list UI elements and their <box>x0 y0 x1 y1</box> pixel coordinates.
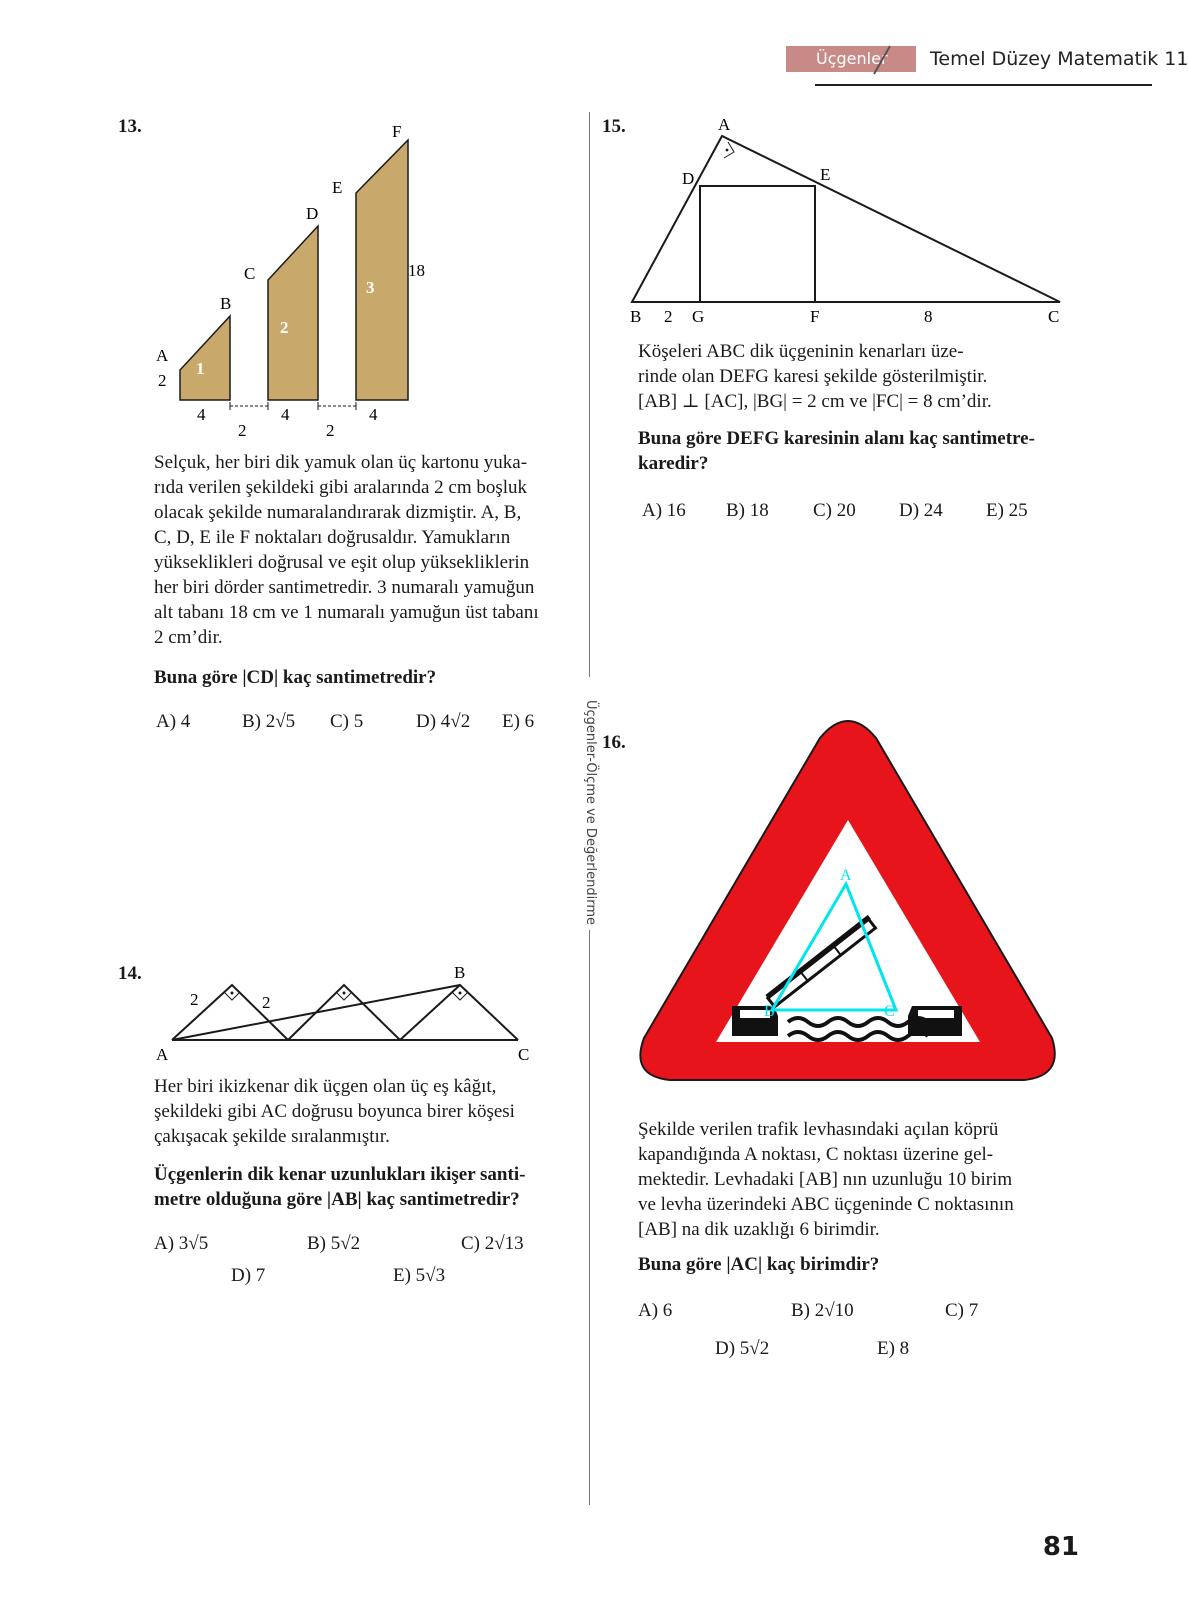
question-13-number: 13. <box>118 116 142 137</box>
q14-option-a[interactable]: A) 3√5 <box>154 1233 209 1254</box>
point-A: A <box>156 346 169 365</box>
q13-paragraph: Selçuk, her biri dik yamuk olan üç kartonu yuka- rıda verilen şekildeki gibi aralarında 2 cm boşluk olacak şekilde numaralandırarak dizmiştir. A, B, C, D, E ile F noktaları doğrusaldır. Yamukların yükseklikleri doğrusal ve eşit olup yüksekliklerin her biri dörder santimetredir. 3 numaralı yamuğun alt tabanı 18 cm ve 1 numaralı yamuğun üst tabanı 2 cm’dir. <box>154 452 539 648</box>
right-height: 18 <box>408 261 425 280</box>
q14-option-b[interactable]: B) 5√2 <box>307 1233 361 1254</box>
page-number: 81 <box>1042 1532 1079 1562</box>
base-3: 4 <box>369 405 378 424</box>
point-F: F <box>810 307 820 326</box>
q16-traffic-sign <box>634 718 1064 1098</box>
gap-2: 2 <box>326 421 335 440</box>
fc-label: 8 <box>924 307 933 326</box>
point-B: B <box>454 963 466 982</box>
point-E: E <box>332 178 343 197</box>
q14-option-d[interactable]: D) 7 <box>231 1265 266 1286</box>
point-A: A <box>840 867 852 884</box>
base-1: 4 <box>197 405 206 424</box>
q16-paragraph: Şekilde verilen trafik levhasındaki açılan köprü kapandığında A noktası, C noktası üzerine gel- mektedir. Levhadaki [AB] nın uzunluğu 10 birim ve levha üzerindeki ABC üçgeninde C noktasının [AB] na dik uzaklığı 6 birimdir. <box>638 1119 1014 1240</box>
question-16-number: 16. <box>602 732 626 753</box>
q13-option-b[interactable]: B) 2√5 <box>242 711 296 732</box>
q15-option-e[interactable]: E) 25 <box>986 500 1028 521</box>
point-G: G <box>692 307 705 326</box>
trapezoid-3-label: 3 <box>366 278 375 297</box>
side-label: Üçgenler-Ölçme ve Değerlendirme <box>583 700 598 926</box>
bg-label: 2 <box>664 307 673 326</box>
point-A: A <box>718 115 731 134</box>
q14-option-e[interactable]: E) 5√3 <box>393 1265 446 1286</box>
q16-option-d[interactable]: D) 5√2 <box>715 1338 770 1359</box>
point-B: B <box>630 307 642 326</box>
q14-question: Üçgenlerin dik kenar uzunlukları ikişer santi- metre olduğuna göre |AB| kaç santimetredir? <box>154 1164 526 1210</box>
q14-figure <box>150 960 550 1064</box>
q14-option-c[interactable]: C) 2√13 <box>461 1233 524 1254</box>
trapezoid-3 <box>356 140 408 400</box>
q16-option-c[interactable]: C) 7 <box>945 1300 979 1321</box>
point-A: A <box>156 1045 169 1064</box>
q15-figure <box>630 112 1070 328</box>
q15-paragraph: Köşeleri ABC dik üçgeninin kenarları üze- rinde olan DEFG karesi şekilde gösterilmiştir. [AB] ⊥ [AC], |BG| = 2 cm ve |FC| = 8 cm’dir. <box>638 341 992 412</box>
q15-option-b[interactable]: B) 18 <box>726 500 769 521</box>
q13-option-a[interactable]: A) 4 <box>156 711 191 732</box>
q15-option-c[interactable]: C) 20 <box>813 500 856 521</box>
point-B: B <box>220 294 232 313</box>
q13-option-e[interactable]: E) 6 <box>502 711 535 732</box>
trapezoid-1-label: 1 <box>196 359 205 378</box>
left-height: 2 <box>158 371 167 390</box>
leg-label-1: 2 <box>190 990 199 1009</box>
trapezoid-2 <box>268 226 318 400</box>
q13-question: Buna göre |CD| kaç santimetredir? <box>154 667 437 688</box>
q16-option-e[interactable]: E) 8 <box>877 1338 910 1359</box>
gap-1: 2 <box>238 421 247 440</box>
q16-option-b[interactable]: B) 2√10 <box>791 1300 854 1321</box>
point-C: C <box>884 1003 895 1020</box>
section-title: Üçgenler <box>816 49 888 68</box>
q15-option-a[interactable]: A) 16 <box>642 500 686 521</box>
question-14-number: 14. <box>118 963 142 984</box>
q13-option-d[interactable]: D) 4√2 <box>416 711 471 732</box>
q14-paragraph: Her biri ikizkenar dik üçgen olan üç eş kâğıt, şekildeki gibi AC doğrusu boyunca birer köşesi çakışacak şekilde sıralanmıştır. <box>154 1076 515 1147</box>
q13-option-c[interactable]: C) 5 <box>330 711 364 732</box>
column-divider-bottom <box>589 930 590 1505</box>
point-C: C <box>244 264 256 283</box>
trapezoid-1 <box>180 316 230 400</box>
point-D: D <box>682 169 695 188</box>
q13-figure <box>150 108 450 443</box>
q16-option-a[interactable]: A) 6 <box>638 1300 673 1321</box>
trapezoid-2-label: 2 <box>280 318 289 337</box>
point-B: B <box>764 1003 775 1020</box>
q15-option-d[interactable]: D) 24 <box>899 500 943 521</box>
header-rule <box>815 84 1152 86</box>
base-2: 4 <box>281 405 290 424</box>
point-D: D <box>306 204 319 223</box>
point-E: E <box>820 165 831 184</box>
q16-question: Buna göre |AC| kaç birimdir? <box>638 1254 880 1275</box>
q15-question: Buna göre DEFG karesinin alanı kaç santimetre- karedir? <box>638 428 1035 474</box>
header-slash-icon <box>868 44 898 76</box>
point-F: F <box>392 122 402 141</box>
point-C: C <box>518 1045 530 1064</box>
question-15-number: 15. <box>602 116 626 137</box>
leg-label-2: 2 <box>262 993 271 1012</box>
book-title: Temel Düzey Matematik 11 <box>930 48 1188 70</box>
point-C: C <box>1048 307 1060 326</box>
